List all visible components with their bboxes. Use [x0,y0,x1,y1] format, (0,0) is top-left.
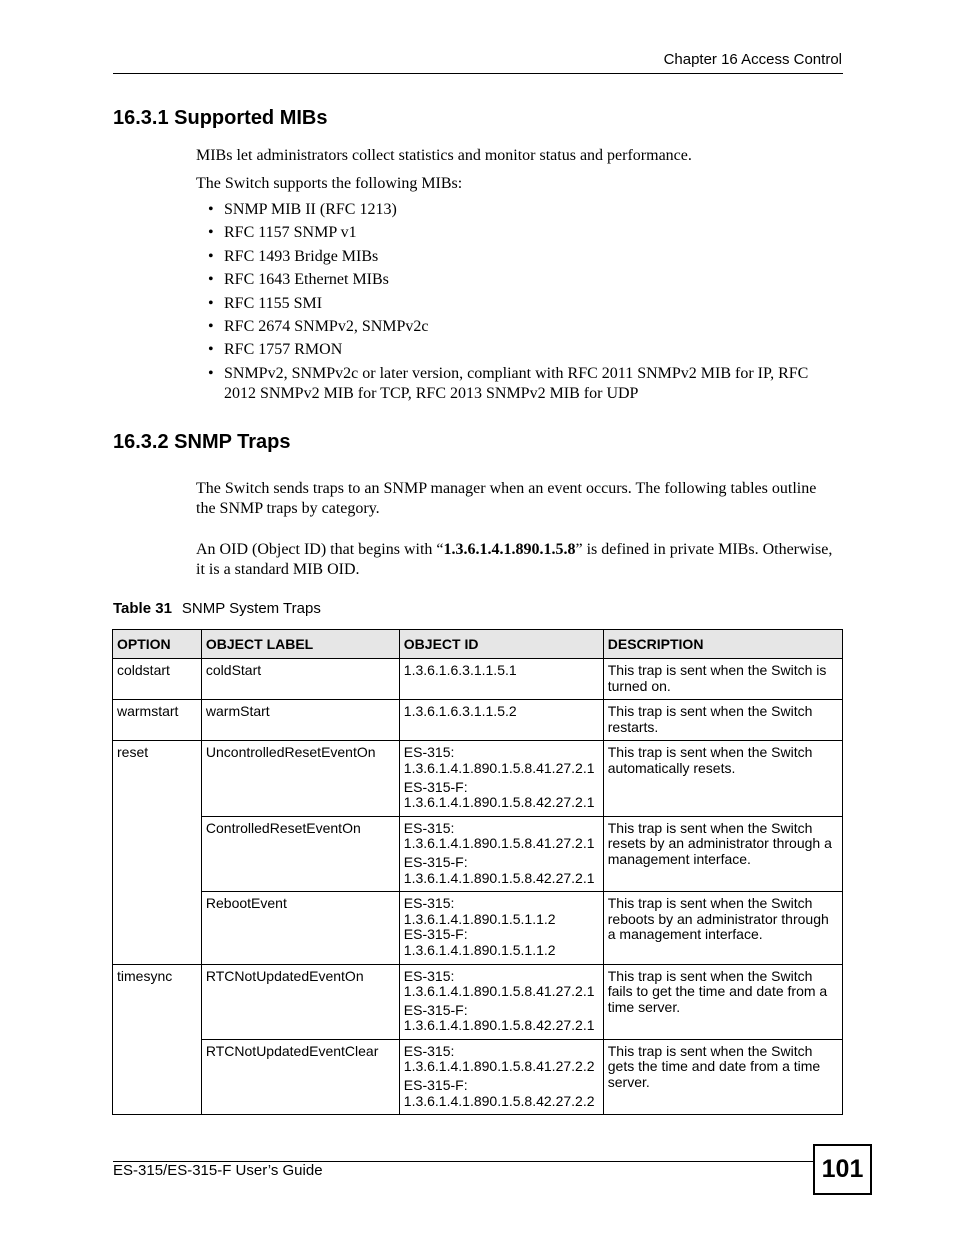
option-cell: coldstart [113,659,202,700]
table-row [113,659,843,700]
model-label: ES-315: [403,744,455,761]
mib-list [196,200,836,407]
table-caption-label: Table 31 [113,600,172,617]
object-id-value: 1.3.6.1.6.3.1.1.5.2 [403,703,517,720]
table-row [113,964,843,1039]
list-item: • RFC 1643 Ethernet MIBs [196,270,836,290]
list-item: • RFC 1493 Bridge MIBs [196,247,836,267]
header-object-label: OBJECT LABEL [201,630,399,659]
list-item: • RFC 1155 SMI [196,294,836,314]
object-id-value: 1.3.6.1.4.1.890.1.5.8.41.27.2.1 [403,983,595,1000]
list-item: • RFC 1757 RMON [196,340,836,360]
object-id-value: 1.3.6.1.4.1.890.1.5.8.42.27.2.2 [403,1092,595,1109]
object-id-value: 1.3.6.1.4.1.890.1.5.8.41.27.2.1 [403,759,595,776]
model-label: ES-315: [403,1042,455,1059]
object-id-cell [399,816,603,891]
object-id-cell [399,741,603,816]
oid-note-before: An OID (Object ID) that begins with “ [196,541,444,558]
model-label: ES-315: [403,895,455,912]
header-description: DESCRIPTION [603,630,842,659]
model-label: ES-315-F: [403,926,468,943]
object-id-value: 1.3.6.1.4.1.890.1.5.8.41.27.2.1 [403,835,595,852]
description-cell: This trap is sent when the Switch is turned on. [603,659,842,700]
list-item: • RFC 2674 SNMPv2, SNMPv2c [196,317,836,337]
object-id-cell [399,700,603,741]
option-cell: timesync [113,964,202,1115]
model-label: ES-315-F: [403,1001,468,1018]
object-label-cell: RTCNotUpdatedEventClear [201,1039,399,1114]
description-cell: This trap is sent when the Switch automatically resets. [603,741,842,816]
option-cell: reset [113,741,202,964]
header-object-id: OBJECT ID [399,630,603,659]
object-label-cell: RebootEvent [201,892,399,964]
table-row [113,1039,843,1114]
table-row [113,816,843,891]
header-option: OPTION [113,630,202,659]
mibs-lead: The Switch supports the following MIBs: [196,175,463,192]
oid-note-after: ” is defined in private MIBs. Otherwise, it is a standard MIB OID. [196,541,833,578]
object-id-value: 1.3.6.1.4.1.890.1.5.1.1.2 [403,910,556,927]
object-id-value: 1.3.6.1.4.1.890.1.5.8.42.27.2.1 [403,794,595,811]
table-row [113,741,843,816]
object-label-cell: UncontrolledResetEventOn [201,741,399,816]
guide-title: ES-315/ES-315-F User’s Guide [113,1162,323,1179]
table-header-row [113,630,843,659]
object-id-cell [399,659,603,700]
table-caption-title: SNMP System Traps [181,600,321,617]
object-id-value: 1.3.6.1.4.1.890.1.5.8.42.27.2.1 [403,1017,595,1034]
snmp-system-traps-table [112,629,843,1115]
list-item: • RFC 1157 SNMP v1 [196,223,836,243]
section-heading-snmp-traps: 16.3.2 SNMP Traps [113,431,291,453]
description-cell: This trap is sent when the Switch fails to get the time and date from a time server. [603,964,842,1039]
description-cell: This trap is sent when the Switch gets the time and date from a time server. [603,1039,842,1114]
description-cell: This trap is sent when the Switch resets by an administrator through a management interface. [603,816,842,891]
chapter-header: Chapter 16 Access Control [663,51,842,68]
header-rule [113,73,843,74]
mibs-intro: MIBs let administrators collect statistics and monitor status and performance. [196,147,692,164]
oid-note-value: 1.3.6.1.4.1.890.1.5.8 [443,541,576,558]
option-cell: warmstart [113,700,202,741]
model-label: ES-315-F: [403,778,468,795]
list-item: • SNMP MIB II (RFC 1213) [196,200,836,220]
description-cell: This trap is sent when the Switch restarts. [603,700,842,741]
object-id-value: 1.3.6.1.4.1.890.1.5.8.42.27.2.1 [403,869,595,886]
list-item: • SNMPv2, SNMPv2c or later version, compliant with RFC 2011 SNMPv2 MIB for IP, RFC 2012 SNMPv2 MIB for TCP, RFC 2013 SNMPv2 MIB for UDP [196,364,836,404]
object-id-value: 1.3.6.1.4.1.890.1.5.8.41.27.2.2 [403,1058,595,1075]
section-heading-supported-mibs: 16.3.1 Supported MIBs [113,107,328,129]
object-id-cell [399,892,603,964]
model-label: ES-315-F: [403,1077,468,1094]
object-label-cell: RTCNotUpdatedEventOn [201,964,399,1039]
description-cell: This trap is sent when the Switch reboots by an administrator through a management interface. [603,892,842,964]
object-id-cell [399,1039,603,1114]
object-label-cell: warmStart [201,700,399,741]
table-row [113,892,843,964]
oid-note [196,540,836,580]
model-label: ES-315: [403,819,455,836]
object-id-cell [399,964,603,1039]
model-label: ES-315: [403,967,455,984]
table-caption [113,600,321,617]
page-number: 101 [813,1144,872,1195]
object-id-value: 1.3.6.1.4.1.890.1.5.1.1.2 [403,941,556,958]
table-row [113,700,843,741]
object-label-cell: ControlledResetEventOn [201,816,399,891]
traps-intro: The Switch sends traps to an SNMP manager when an event occurs. The following tables outline the SNMP traps by category. [196,480,817,517]
model-label: ES-315-F: [403,853,468,870]
object-label-cell: coldStart [201,659,399,700]
object-id-value: 1.3.6.1.6.3.1.1.5.1 [403,662,517,678]
